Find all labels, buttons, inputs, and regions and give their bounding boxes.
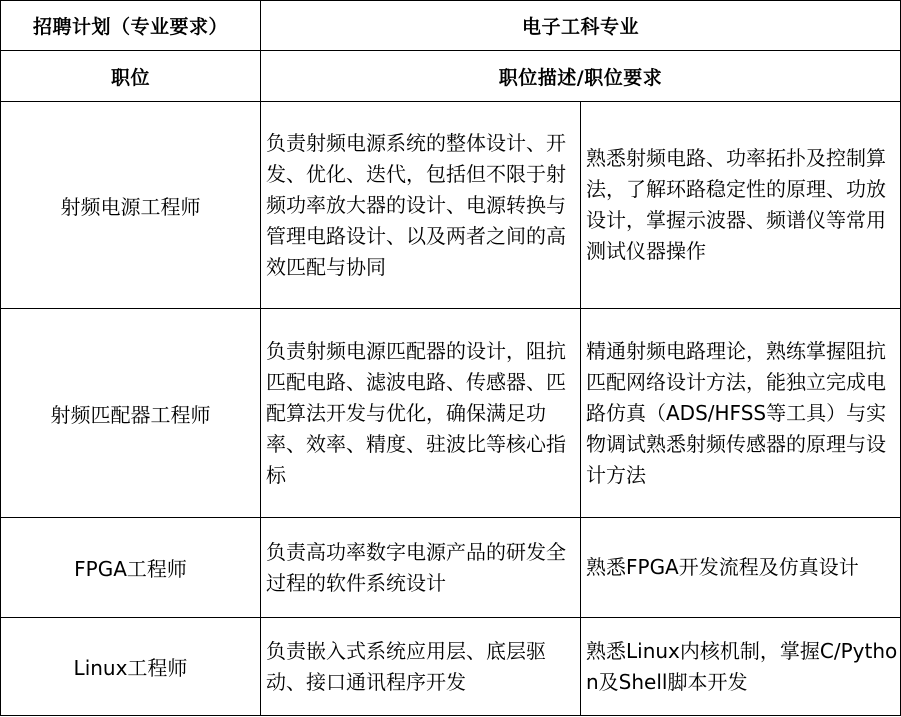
position-description: 负责高功率数字电源产品的研发全过程的软件系统设计 bbox=[261, 518, 581, 618]
position-description: 负责射频电源匹配器的设计，阻抗匹配电路、滤波电路、传感器、匹配算法开发与优化，确保满足功率、效率、精度、驻波比等核心指标 bbox=[261, 309, 581, 518]
position-name: FPGA工程师 bbox=[1, 518, 261, 618]
position-requirement: 熟悉FPGA开发流程及仿真设计 bbox=[581, 518, 901, 618]
table-row bbox=[1, 618, 901, 716]
position-requirement: 精通射频电路理论，熟练掌握阻抗匹配网络设计方法，能独立完成电路仿真（ADS/HFSS等工具）与实物调试熟悉射频传感器的原理与设计方法 bbox=[581, 309, 901, 518]
position-requirement: 熟悉射频电路、功率拓扑及控制算法，了解环路稳定性的原理、功放设计，掌握示波器、频谱仪等常用测试仪器操作 bbox=[581, 102, 901, 309]
position-column-header: 职位 bbox=[1, 51, 261, 102]
header-row-columns bbox=[1, 51, 901, 102]
header-row-major bbox=[1, 1, 901, 51]
major-label: 电子工科专业 bbox=[261, 1, 901, 51]
description-column-header: 职位描述/职位要求 bbox=[261, 51, 901, 102]
position-name: 射频电源工程师 bbox=[1, 102, 261, 309]
table-row bbox=[1, 102, 901, 309]
position-description: 负责嵌入式系统应用层、底层驱动、接口通讯程序开发 bbox=[261, 618, 581, 716]
position-description: 负责射频电源系统的整体设计、开发、优化、迭代，包括但不限于射频功率放大器的设计、电源转换与管理电路设计、以及两者之间的高效匹配与协同 bbox=[261, 102, 581, 309]
position-name: Linux工程师 bbox=[1, 618, 261, 716]
table-row bbox=[1, 518, 901, 618]
position-requirement: 熟悉Linux内核机制，掌握C/Python及Shell脚本开发 bbox=[581, 618, 901, 716]
table-row bbox=[1, 309, 901, 518]
plan-label: 招聘计划（专业要求） bbox=[1, 1, 261, 51]
position-name: 射频匹配器工程师 bbox=[1, 309, 261, 518]
